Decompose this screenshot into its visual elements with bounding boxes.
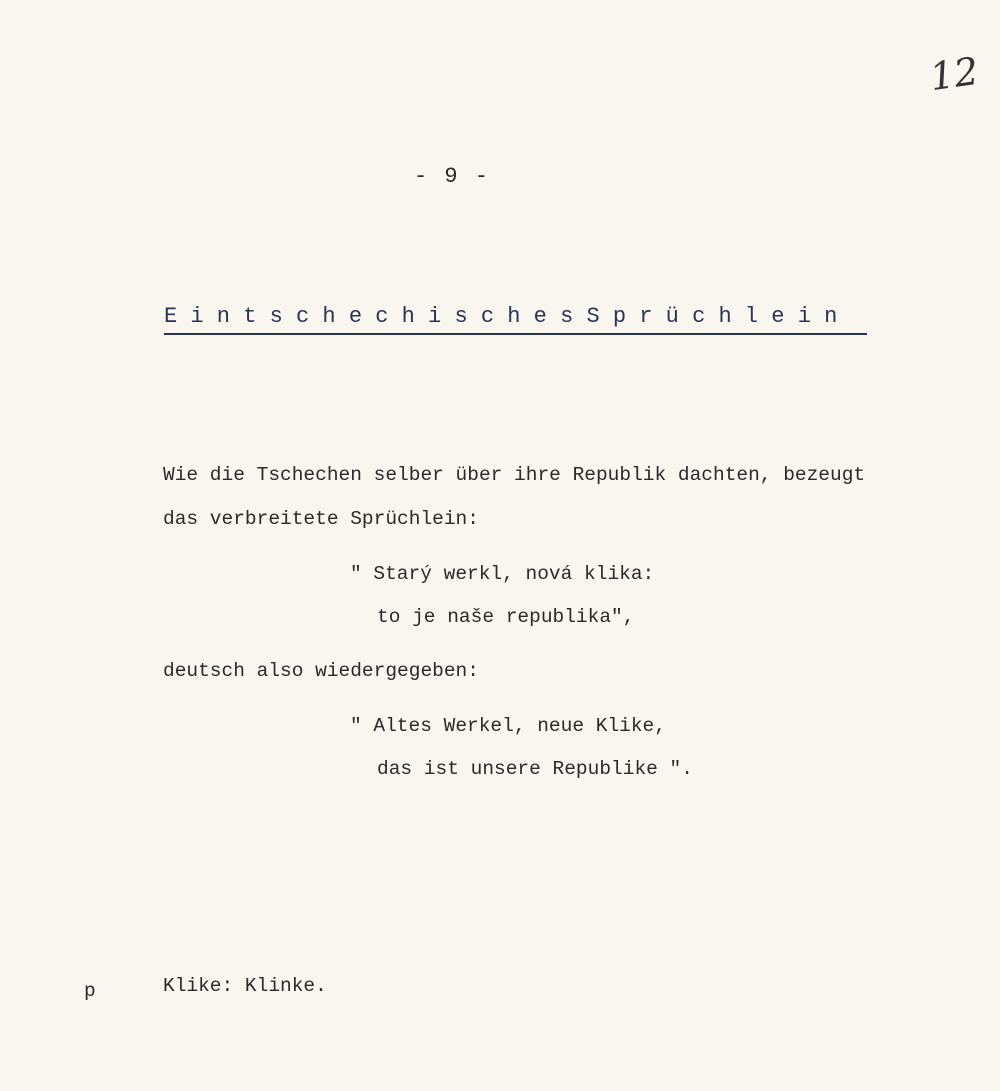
handwritten-page-annotation: 12 [927, 48, 982, 100]
body-line-2: das verbreitete Sprüchlein: [163, 508, 479, 530]
czech-quote-line-1: " Starý werkl, nová klika: [350, 563, 655, 585]
body-line-1: Wie die Tschechen selber über ihre Republik dachten, bezeugt [163, 464, 866, 486]
german-quote-line-2: das ist unsere Republike ". [377, 758, 693, 780]
page-number: - 9 - [414, 164, 491, 189]
footnote: Klike: Klinke. [163, 975, 327, 997]
czech-quote-line-2: to je naše republika", [377, 606, 635, 628]
margin-mark: p [84, 980, 96, 1002]
title-underline [164, 333, 867, 335]
body-line-3: deutsch also wiedergegeben: [163, 660, 479, 682]
german-quote-line-1: " Altes Werkel, neue Klike, [350, 715, 666, 737]
document-title: E i n t s c h e c h i s c h e s S p r ü c h l e i n [164, 304, 838, 329]
